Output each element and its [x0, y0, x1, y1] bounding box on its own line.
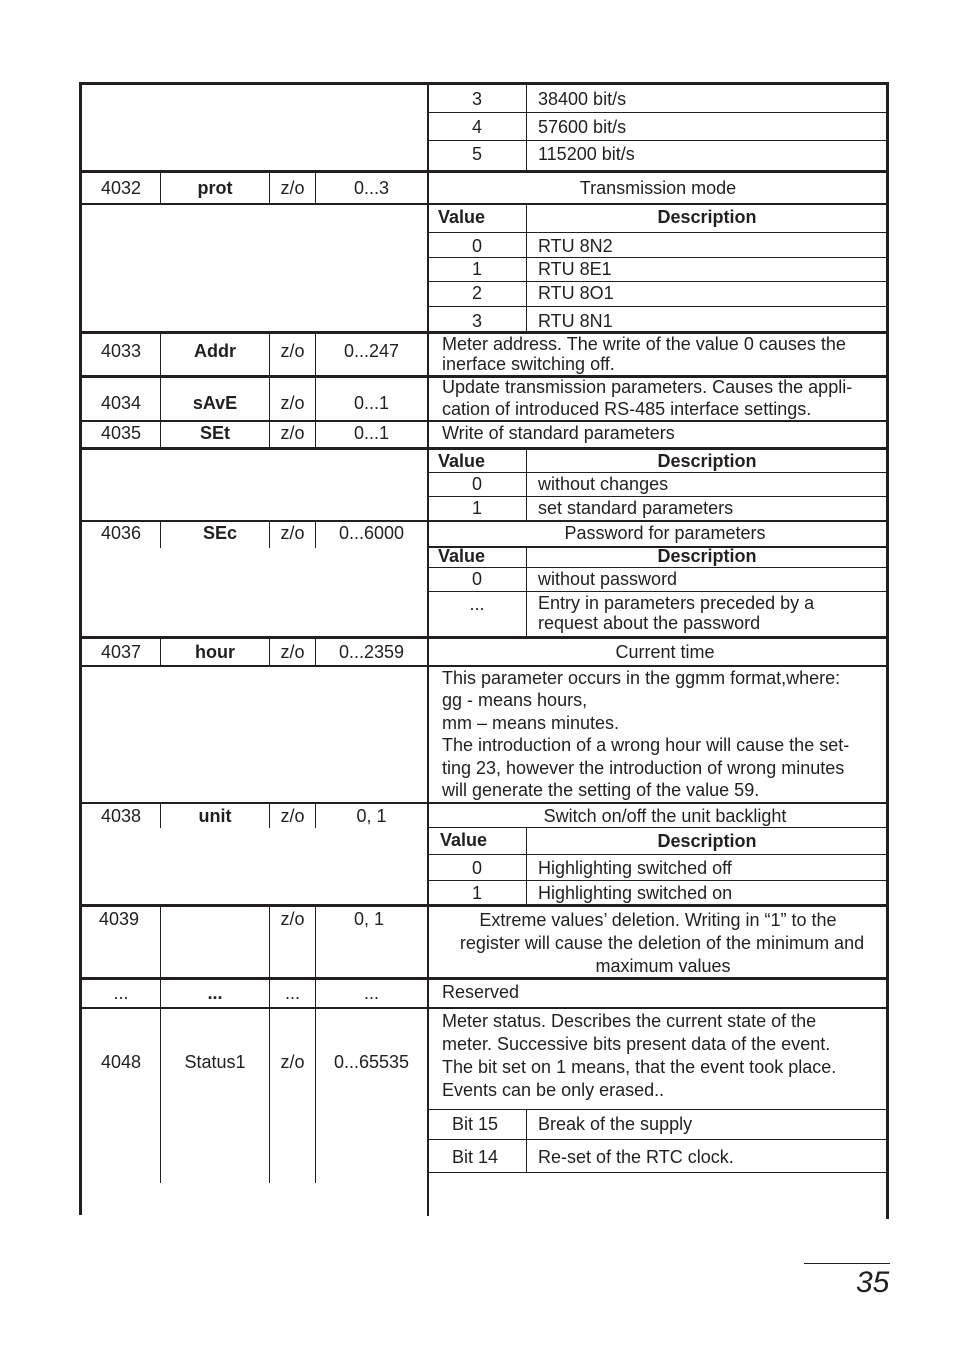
register-access: z/o — [280, 806, 305, 826]
option-value: 0 — [471, 858, 482, 878]
register-description-line: meter. Successive bits present data of the event. — [442, 1034, 831, 1054]
option-desc: without changes — [538, 474, 669, 494]
detail-line: This parameter occurs in the ggmm format,where: — [442, 668, 841, 688]
register-access: z/o — [280, 1052, 305, 1072]
register-range: 0...65535 — [333, 1052, 410, 1072]
register-address: 4037 — [100, 642, 142, 662]
register-access: z/o — [280, 523, 305, 543]
option-desc: set standard parameters — [538, 498, 734, 518]
register-description-line: Meter status. Describes the current state of the — [442, 1011, 817, 1031]
register-access: z/o — [280, 423, 305, 443]
register-symbol: SEc — [202, 523, 238, 543]
register-access: z/o — [280, 909, 305, 929]
register-address: 4038 — [100, 806, 142, 826]
detail-line: will generate the setting of the value 59. — [442, 780, 760, 800]
description-header: Description — [657, 451, 757, 471]
register-description-line: Events can be only erased.. — [442, 1080, 665, 1100]
option-value: 0 — [471, 569, 482, 589]
register-address: 4033 — [100, 341, 142, 361]
description-header: Description — [657, 831, 757, 851]
register-range: 0...6000 — [338, 523, 405, 543]
register-range: 0...3 — [353, 178, 390, 198]
baud-value: 5 — [471, 144, 482, 164]
register-description-line: Meter address. The write of the value 0 causes the — [442, 334, 846, 354]
option-desc: Highlighting switched off — [538, 858, 732, 878]
register-address: 4039 — [98, 909, 140, 929]
register-description-line: maximum values — [595, 956, 731, 976]
baud-desc: 57600 bit/s — [538, 117, 627, 137]
register-address: 4032 — [100, 178, 142, 198]
register-description-line: inerface switching off. — [442, 354, 615, 374]
register-description-line: register will cause the deletion of the minimum and — [459, 933, 865, 953]
register-symbol: prot — [197, 178, 233, 198]
register-access: z/o — [280, 642, 305, 662]
register-address: 4048 — [100, 1052, 142, 1072]
bit-desc: Break of the supply — [538, 1114, 693, 1134]
bit-desc: Re-set of the RTC clock. — [538, 1147, 734, 1167]
register-access: z/o — [280, 178, 305, 198]
register-symbol: unit — [198, 806, 232, 826]
register-description-line: Update transmission parameters. Causes the appli- — [442, 377, 853, 397]
register-description-line: The bit set on 1 means, that the event took place. — [442, 1057, 837, 1077]
option-desc: RTU 8O1 — [538, 283, 614, 303]
register-range: 0...1 — [353, 393, 390, 413]
detail-line: The introduction of a wrong hour will cause the set- — [442, 735, 850, 755]
detail-line: ting 23, however the introduction of wrong minutes — [442, 758, 845, 778]
register-access: z/o — [280, 341, 305, 361]
value-header: Value — [440, 830, 488, 850]
register-range: ... — [363, 983, 379, 1003]
option-value: 0 — [471, 474, 482, 494]
option-desc-line: request about the password — [538, 613, 761, 633]
value-header: Value — [438, 546, 486, 566]
register-range: 0...2359 — [338, 642, 405, 662]
register-description: Transmission mode — [579, 178, 737, 198]
option-desc: RTU 8E1 — [538, 259, 612, 279]
option-value: 2 — [471, 283, 482, 303]
register-symbol: ... — [207, 983, 223, 1003]
register-symbol: SEt — [199, 423, 230, 443]
register-symbol: hour — [195, 642, 235, 662]
register-address: ... — [113, 983, 129, 1003]
register-range: 0, 1 — [353, 909, 385, 929]
value-header: Value — [438, 207, 486, 227]
description-header: Description — [657, 207, 757, 227]
register-description-line: cation of introduced RS-485 interface settings. — [442, 399, 812, 419]
register-range: 0...247 — [343, 341, 400, 361]
register-symbol: sAvE — [192, 393, 238, 413]
register-access: ... — [284, 983, 300, 1003]
register-access: z/o — [280, 393, 305, 413]
register-description: Write of standard parameters — [442, 423, 675, 443]
baud-value: 4 — [471, 117, 482, 137]
register-address: 4034 — [100, 393, 142, 413]
bit-label: Bit 14 — [451, 1147, 499, 1167]
page-number: 35 — [856, 1266, 890, 1299]
description-header: Description — [657, 546, 757, 566]
option-desc: RTU 8N1 — [538, 311, 613, 331]
option-value: 1 — [471, 498, 482, 518]
register-address: 4035 — [100, 423, 142, 443]
register-symbol: Addr — [194, 341, 236, 361]
option-value: 1 — [471, 259, 482, 279]
page-number-rule — [804, 1263, 890, 1264]
register-description: Password for parameters — [564, 523, 766, 543]
register-symbol: Status1 — [184, 1052, 246, 1072]
register-description-line: Extreme values’ deletion. Writing in “1” to the — [479, 910, 837, 930]
option-desc: RTU 8N2 — [538, 236, 613, 256]
register-description: Reserved — [442, 982, 520, 1002]
register-description: Current time — [615, 642, 715, 662]
register-range: 0, 1 — [356, 806, 387, 826]
baud-desc: 38400 bit/s — [538, 89, 627, 109]
register-address: 4036 — [100, 523, 142, 543]
detail-line: mm – means minutes. — [442, 713, 620, 733]
register-range: 0...1 — [353, 423, 390, 443]
bit-label: Bit 15 — [451, 1114, 499, 1134]
detail-line: gg - means hours, — [442, 690, 588, 710]
baud-value: 3 — [471, 89, 482, 109]
option-desc-line: Entry in parameters preceded by a — [538, 593, 815, 613]
register-description: Switch on/off the unit backlight — [543, 806, 787, 826]
value-header: Value — [438, 451, 486, 471]
baud-desc: 115200 bit/s — [538, 144, 635, 164]
option-value: 1 — [471, 883, 482, 903]
option-desc: without password — [538, 569, 678, 589]
option-value: ... — [469, 594, 485, 614]
option-desc: Highlighting switched on — [538, 883, 733, 903]
option-value: 3 — [471, 311, 482, 331]
option-value: 0 — [471, 236, 482, 256]
